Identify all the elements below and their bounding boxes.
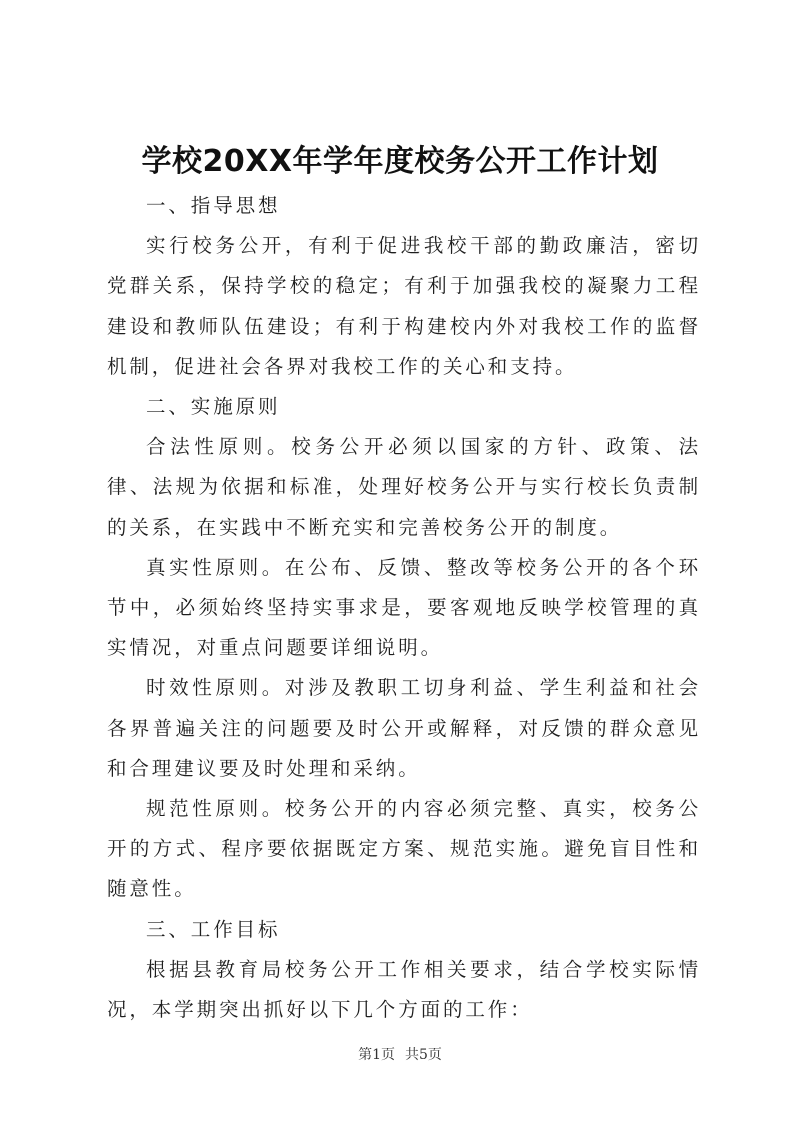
section-heading-guiding-ideology: 一、指导思想 xyxy=(146,194,281,217)
paragraph-guiding-ideology: 实行校务公开，有利于促进我校干部的勤政廉洁，密切党群关系，保持学校的稳定；有利于加强我校的凝聚力工程建设和教师队伍建设；有利于构建校内外对我校工作的监督机制，促进社会各界对我校工作的关心和支持。 xyxy=(107,234,701,378)
paragraph-work-goals: 根据县教育局校务公开工作相关要求，结合学校实际情况，本学期突出抓好以下几个方面的工作： xyxy=(107,957,701,1022)
section-heading-work-goals: 三、工作目标 xyxy=(146,917,281,941)
paragraph-legality-principle: 合法性原则。校务公开必须以国家的方针、政策、法律、法规为依据和标准，处理好校务公开与实行校长负责制的关系，在实践中不断充实和完善校务公开的制度。 xyxy=(107,435,701,539)
document-title: 学校20XX年学年度校务公开工作计划 xyxy=(141,144,659,179)
paragraph-timeliness-principle: 时效性原则。对涉及教职工切身利益、学生利益和社会各界普遍关注的问题要及时公开或解释，对反馈的群众意见和合理建议要及时处理和采纳。 xyxy=(107,676,701,780)
page-number-current: 第1页 xyxy=(358,1047,395,1063)
paragraph-authenticity-principle: 真实性原则。在公布、反馈、整改等校务公开的各个环节中，必须始终坚持实事求是，要客观地反映学校管理的真实情况，对重点问题要详细说明。 xyxy=(107,555,701,660)
page-footer xyxy=(0,1044,800,1064)
section-heading-principles: 二、实施原则 xyxy=(146,395,281,419)
page-number-total: 共5页 xyxy=(405,1047,442,1063)
document-body xyxy=(107,186,701,1030)
paragraph-standardization-principle: 规范性原则。校务公开的内容必须完整、真实，校务公开的方式、程序要依据既定方案、规范实施。避免盲目性和随意性。 xyxy=(107,797,701,901)
